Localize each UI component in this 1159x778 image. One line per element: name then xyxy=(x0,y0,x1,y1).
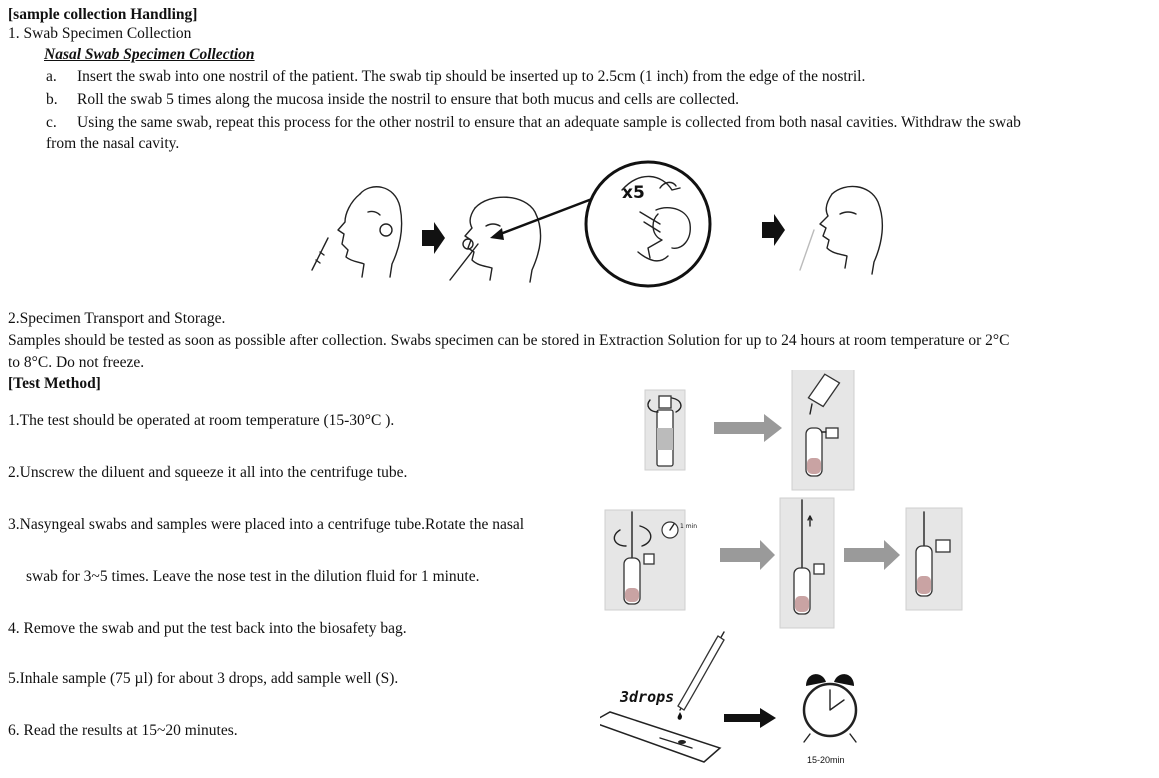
transport-line-2: to 8°C. Do not freeze. xyxy=(8,354,145,371)
alarm-clock-icon xyxy=(804,674,856,765)
tube-closed-panel xyxy=(906,508,962,610)
method-step-4: 4. Remove the swab and put the test back into the biosafety bag. xyxy=(8,620,407,637)
test-method-heading: [Test Method] xyxy=(8,375,101,392)
method-step-3-continued: swab for 3~5 times. Leave the nose test in the dilution fluid for 1 minute. xyxy=(26,568,480,585)
step-c-text: Using the same swab, repeat this process for the other nostril to ensure that an adequate sample is collected from both nasal cavities. Withdraw the swab xyxy=(77,114,1021,131)
swab-collection-title: 1. Swab Specimen Collection xyxy=(8,25,192,42)
step-a-letter: a. xyxy=(46,68,57,85)
collection-heading: [sample collection Handling] xyxy=(8,6,198,23)
squeeze-into-tube-panel xyxy=(792,370,854,490)
rotation-count-label: x5 xyxy=(622,183,645,203)
test-method-figure xyxy=(600,370,1120,770)
arrow-right-icon xyxy=(762,214,785,246)
gray-arrow-head xyxy=(760,540,775,570)
patient-head-3-icon xyxy=(800,186,882,274)
patient-head-2-icon xyxy=(450,197,541,282)
gray-arrow-body xyxy=(720,548,760,562)
gray-arrow-body xyxy=(714,422,764,434)
clock-time-label: 15-20min xyxy=(807,755,845,765)
nasal-swab-title: Nasal Swab Specimen Collection xyxy=(44,46,255,63)
step-c-continued: from the nasal cavity. xyxy=(46,135,180,152)
method-step-1: 1.The test should be operated at room temperature (15-30°C ). xyxy=(8,412,395,429)
nasal-swab-figure xyxy=(300,152,920,302)
method-step-2: 2.Unscrew the diluent and squeeze it all into the centrifuge tube. xyxy=(8,464,408,481)
diluent-bottle-panel xyxy=(645,390,685,470)
method-step-6: 6. Read the results at 15~20 minutes. xyxy=(8,722,238,739)
method-step-3: 3.Nasyngeal swabs and samples were placed into a centrifuge tube.Rotate the nasal xyxy=(8,516,525,533)
nostril-zoom-circle xyxy=(586,162,710,286)
arrow-right-icon xyxy=(422,222,445,254)
step-a-text: Insert the swab into one nostril of the patient. The swab tip should be inserted up to 2.5cm (1 inch) from the edge of the nostril. xyxy=(77,68,866,85)
gray-arrow-head xyxy=(884,540,900,570)
step-b-letter: b. xyxy=(46,91,58,108)
test-cassette-drops xyxy=(600,632,724,762)
transport-line-1: Samples should be tested as soon as possible after collection. Swabs specimen can be stored in Extraction Solution for up to 24 hours at room temperature or 2°C xyxy=(8,332,1010,349)
method-step-5: 5.Inhale sample (75 µl) for about 3 drops, add sample well (S). xyxy=(8,670,399,687)
transport-title: 2.Specimen Transport and Storage. xyxy=(8,310,226,327)
remove-swab-panel xyxy=(780,498,834,628)
gray-arrow-head xyxy=(764,414,782,442)
drops-label: 3drops xyxy=(620,688,675,706)
gray-arrow-body xyxy=(844,548,884,562)
timer-label: 1 min xyxy=(680,523,698,530)
black-arrow xyxy=(724,708,776,728)
step-b-text: Roll the swab 5 times along the mucosa inside the nostril to ensure that both mucus and cells are collected. xyxy=(77,91,740,108)
step-c-letter: c. xyxy=(46,114,57,131)
rotate-swab-panel xyxy=(605,510,697,610)
patient-head-1-icon xyxy=(312,187,402,277)
